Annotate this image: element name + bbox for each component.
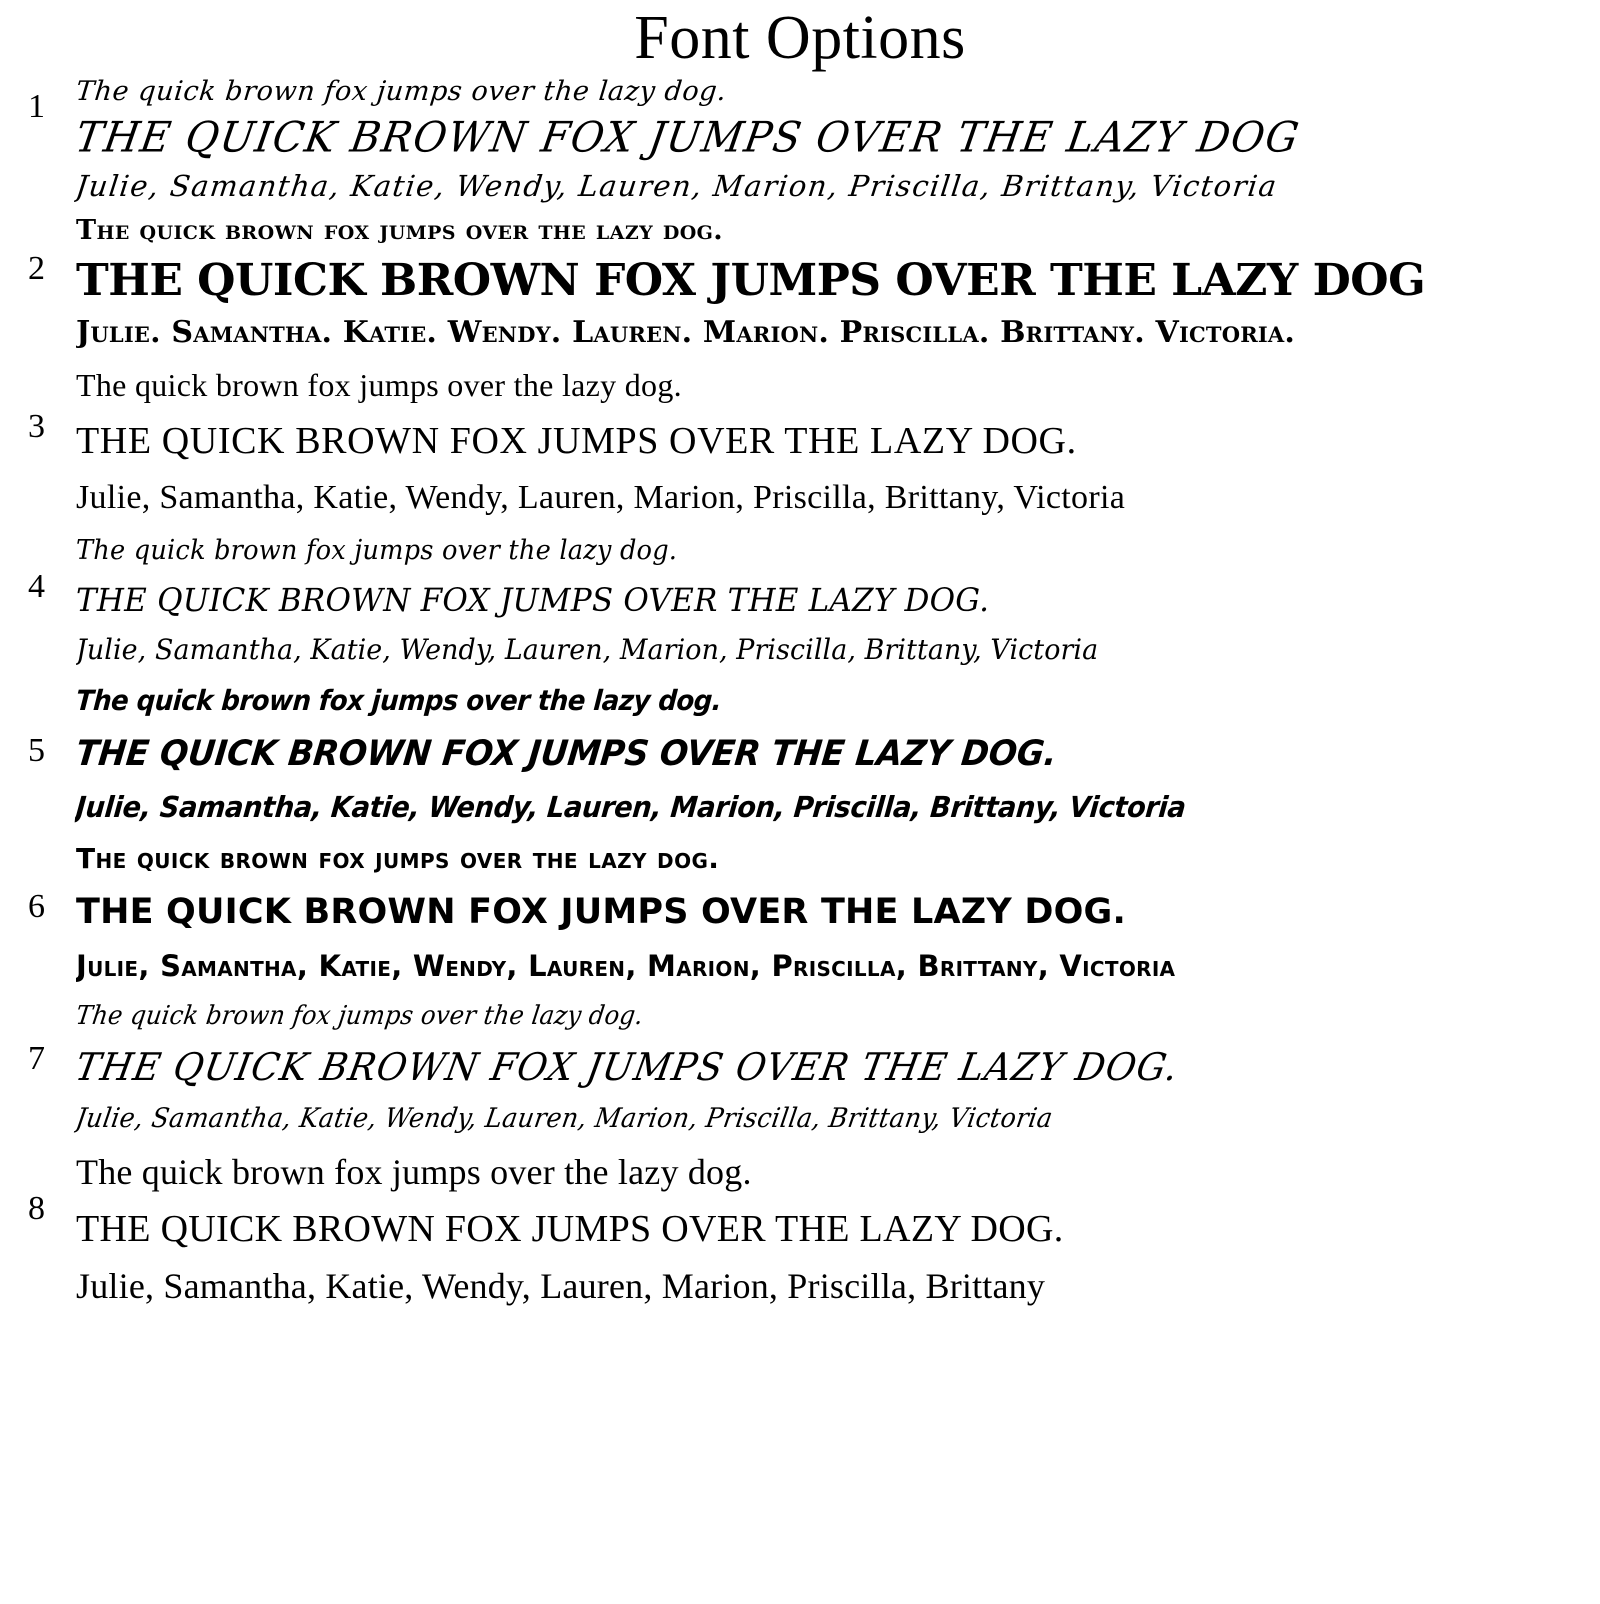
- font-option-5[interactable]: [18, 676, 1582, 832]
- sample-sentence: The quick brown fox jumps over the lazy dog.: [76, 1152, 752, 1192]
- sample-names: Julie, Samantha, Katie, Wendy, Lauren, Marion, Priscilla, Brittany: [76, 1266, 1046, 1306]
- sample-names: Julie, Samantha, Katie, Wendy, Lauren, Marion, Priscilla, Brittany, Victoria: [73, 1103, 1055, 1134]
- sample-names: Julie, Samantha, Katie, Wendy, Lauren, Marion, Priscilla, Brittany, Victoria: [73, 169, 1280, 203]
- sample-uppercase: THE QUICK BROWN FOX JUMPS OVER THE LAZY DOG.: [72, 1045, 1183, 1089]
- sample-sentence: The quick brown fox jumps over the lazy dog.: [76, 367, 682, 403]
- sample-uppercase: THE QUICK BROWN FOX JUMPS OVER THE LAZY DOG: [76, 255, 1426, 306]
- font-option-number: 3: [28, 408, 45, 445]
- sample-sentence: The quick brown fox jumps over the lazy dog.: [76, 535, 678, 566]
- sample-names: Julie, Samantha, Katie, Wendy, Lauren, Marion, Priscilla, Brittany, Victoria: [76, 949, 1176, 983]
- page-title: Font Options: [634, 4, 966, 72]
- sample-uppercase: THE QUICK BROWN FOX JUMPS OVER THE LAZY DOG.: [76, 581, 990, 619]
- font-option-3[interactable]: [18, 358, 1582, 526]
- font-option-number: 5: [28, 732, 45, 769]
- font-option-number: 2: [28, 250, 45, 287]
- sample-uppercase: THE QUICK BROWN FOX JUMPS OVER THE LAZY DOG.: [76, 1208, 1064, 1250]
- font-options-page: [0, 4, 1600, 1604]
- font-option-1[interactable]: [18, 72, 1582, 208]
- sample-names: Julie, Samantha, Katie, Wendy, Lauren, Marion, Priscilla, Brittany, Victoria: [76, 479, 1126, 516]
- sample-sentence: The quick brown fox jumps over the lazy dog.: [73, 1001, 646, 1031]
- font-option-4[interactable]: [18, 528, 1582, 674]
- font-option-7[interactable]: [18, 994, 1582, 1142]
- sample-sentence: The quick brown fox jumps over the lazy dog.: [76, 215, 724, 246]
- sample-uppercase: THE QUICK BROWN FOX JUMPS OVER THE LAZY DOG.: [76, 420, 1077, 462]
- sample-uppercase: THE QUICK BROWN FOX JUMPS OVER THE LAZY DOG: [72, 113, 1304, 163]
- font-option-number: 1: [28, 88, 45, 125]
- sample-sentence: The quick brown fox jumps over the lazy dog.: [76, 842, 720, 875]
- font-option-number: 6: [28, 888, 45, 925]
- sample-names: Julie, Samantha, Katie, Wendy, Lauren, Marion, Priscilla, Brittany, Victoria: [76, 633, 1099, 666]
- sample-names: Julie. Samantha. Katie. Wendy. Lauren. Marion. Priscilla. Brittany. Victoria.: [76, 315, 1296, 350]
- font-option-number: 8: [28, 1190, 45, 1227]
- font-option-number: 4: [28, 568, 45, 605]
- sample-uppercase: THE QUICK BROWN FOX JUMPS OVER THE LAZY DOG.: [76, 892, 1126, 932]
- sample-sentence: The quick brown fox jumps over the lazy dog.: [74, 76, 729, 107]
- font-option-number: 7: [28, 1040, 45, 1077]
- sample-names: Julie, Samantha, Katie, Wendy, Lauren, Marion, Priscilla, Brittany, Victoria: [74, 790, 1188, 824]
- font-option-8[interactable]: [18, 1144, 1582, 1314]
- sample-uppercase: THE QUICK BROWN FOX JUMPS OVER THE LAZY DOG.: [73, 734, 1059, 774]
- font-option-6[interactable]: [18, 834, 1582, 992]
- font-option-2[interactable]: [18, 210, 1582, 356]
- sample-sentence: The quick brown fox jumps over the lazy dog.: [74, 684, 723, 717]
